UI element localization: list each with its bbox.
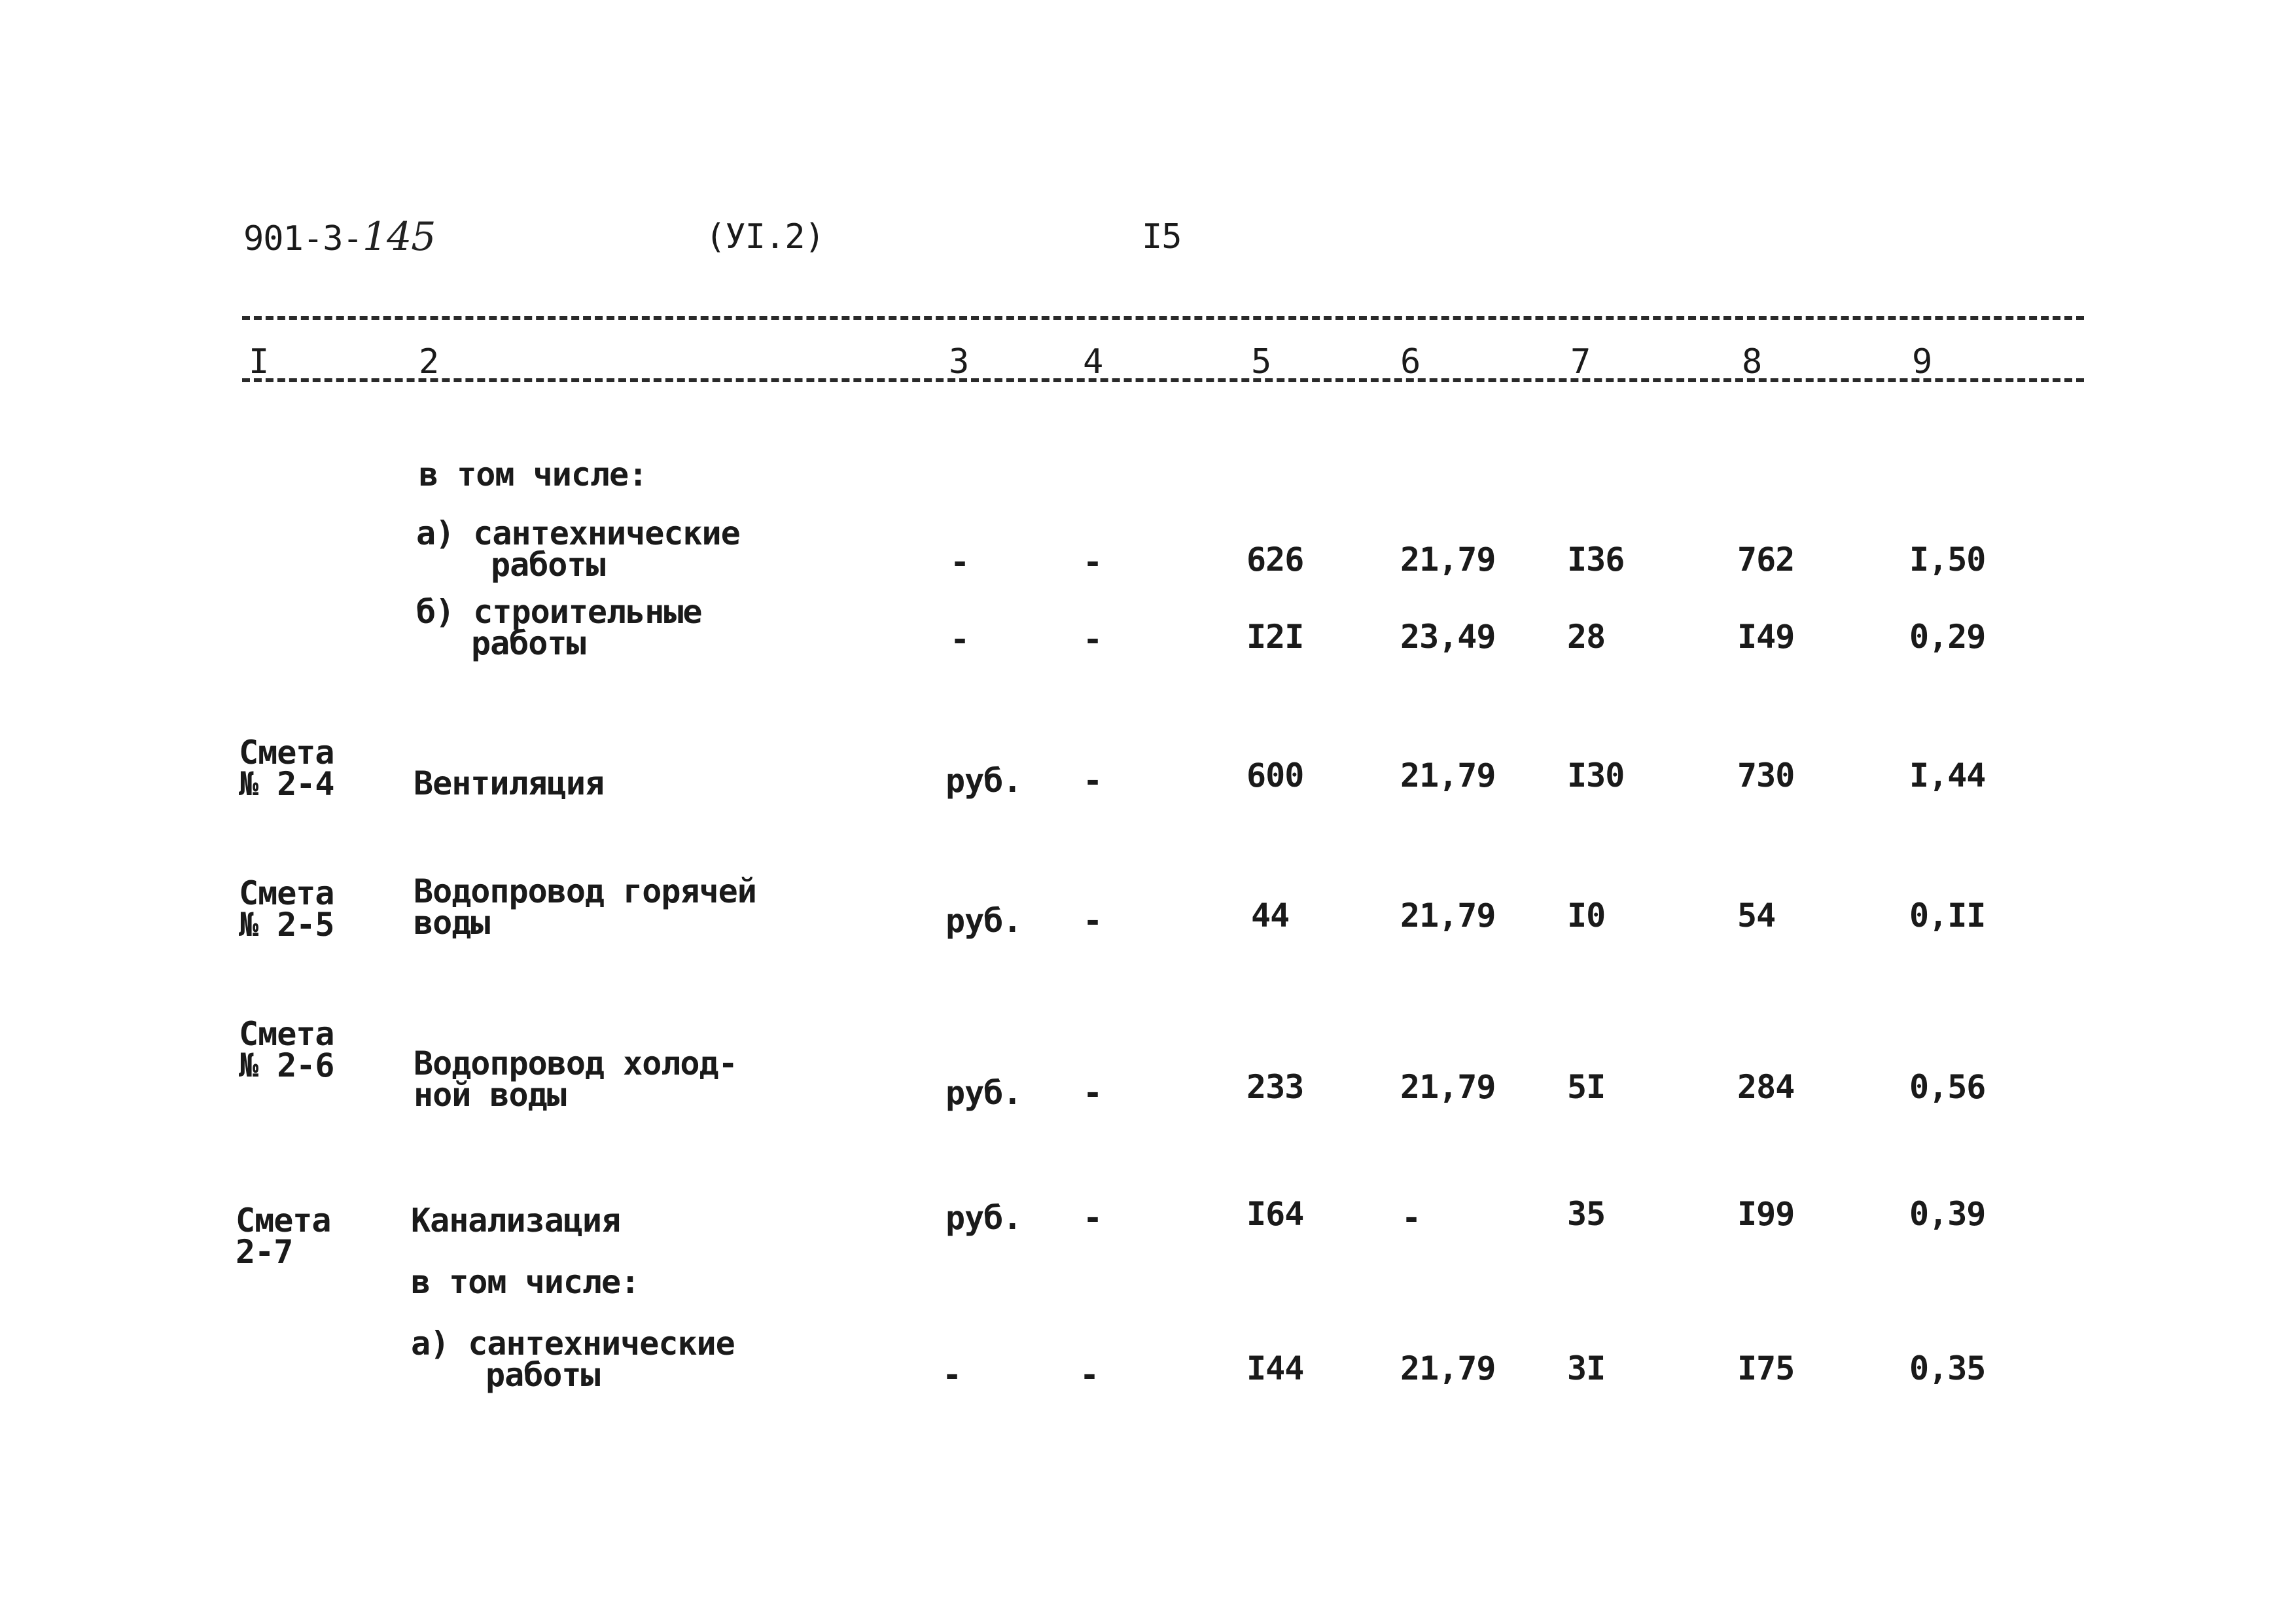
cell-col8: 284 — [1737, 1068, 1795, 1106]
cell-col6: 21,79 — [1400, 1349, 1496, 1387]
row-name: в том числе: — [419, 455, 648, 493]
cell-col5: 233 — [1246, 1068, 1304, 1106]
cell-col9: 0,II — [1909, 897, 1986, 935]
cell-col6: 23,49 — [1400, 618, 1496, 656]
cell-col8: I49 — [1737, 618, 1795, 656]
doc-code-handwritten: 145 — [362, 214, 436, 260]
cell-col8: 762 — [1737, 541, 1795, 579]
row-name-line-2: работы — [486, 1356, 600, 1394]
cell-col5: I2I — [1246, 618, 1304, 656]
section-label: (УI.2) — [705, 217, 824, 257]
page-number: I5 — [1142, 217, 1182, 257]
header-bottom-rule — [242, 378, 2084, 382]
cell-col4: - — [1083, 620, 1103, 658]
row-name-line-2: работы — [491, 546, 605, 584]
row-name-line-2: ной воды — [414, 1076, 566, 1114]
column-header-2: 2 — [419, 342, 439, 382]
cell-unit: руб. — [945, 1199, 1022, 1237]
column-header-7: 7 — [1570, 342, 1591, 382]
column-header-3: 3 — [949, 342, 969, 382]
cell-col9: 0,39 — [1909, 1195, 1986, 1233]
cell-col8: I75 — [1737, 1349, 1795, 1387]
row-name-line-2: воды — [414, 904, 490, 942]
cell-unit: - — [950, 543, 970, 581]
cell-col7: 3I — [1567, 1349, 1606, 1387]
cell-col7: I36 — [1567, 541, 1625, 579]
cell-col6: 21,79 — [1400, 541, 1496, 579]
cell-col4: - — [1083, 902, 1103, 940]
cell-col9: I,50 — [1909, 541, 1986, 579]
column-header-9: 9 — [1912, 342, 1932, 382]
row-name-line-1: Водопровод горячей — [414, 872, 756, 910]
cell-unit: руб. — [945, 762, 1022, 800]
row-name-line-1: Водопровод холод- — [414, 1044, 737, 1082]
cell-col9: 0,35 — [1909, 1349, 1986, 1387]
estimate-ref-line-2: № 2-4 — [239, 765, 334, 803]
cell-col8: 54 — [1737, 897, 1776, 935]
estimate-ref-line-1: Смета — [239, 874, 334, 912]
row-name-line-2: работы — [471, 624, 586, 662]
column-header-8: 8 — [1742, 342, 1762, 382]
row-name: в том числе: — [411, 1263, 640, 1301]
cell-unit: руб. — [945, 1074, 1022, 1112]
doc-code-prefix: 901-3- — [243, 219, 362, 259]
cell-col4: - — [1083, 543, 1103, 581]
cell-col5: 600 — [1246, 757, 1304, 794]
cell-col9: I,44 — [1909, 757, 1986, 794]
cell-col4: - — [1083, 762, 1103, 800]
column-header-5: 5 — [1251, 342, 1271, 382]
cell-unit: - — [942, 1356, 962, 1394]
estimate-ref-line-1: Смета — [239, 734, 334, 772]
row-name-line-1: б) строительные — [416, 593, 702, 631]
cell-col7: 5I — [1567, 1068, 1606, 1106]
cell-col4: - — [1083, 1199, 1103, 1237]
column-header-6: 6 — [1400, 342, 1421, 382]
cell-col6: 21,79 — [1400, 897, 1496, 935]
cell-col7: 35 — [1567, 1195, 1606, 1233]
cell-col4: - — [1080, 1356, 1099, 1394]
cell-col7: I0 — [1567, 897, 1606, 935]
cell-col6: - — [1402, 1199, 1421, 1237]
row-name-line-1: а) сантехнические — [411, 1325, 735, 1363]
cell-col5: I64 — [1246, 1195, 1304, 1233]
row-name-line-1: а) сантехнические — [416, 514, 740, 552]
column-header-4: 4 — [1083, 342, 1103, 382]
cell-col7: 28 — [1567, 618, 1606, 656]
estimate-ref-line-1: Смета — [236, 1202, 331, 1240]
column-header-1: I — [249, 342, 269, 382]
cell-col5: 44 — [1251, 897, 1290, 935]
cell-col4: - — [1083, 1074, 1103, 1112]
estimate-ref-line-1: Смета — [239, 1015, 334, 1053]
cell-col9: 0,56 — [1909, 1068, 1986, 1106]
header-top-rule — [242, 316, 2084, 320]
cell-col5: I44 — [1246, 1349, 1304, 1387]
doc-code — [243, 214, 436, 260]
estimate-ref-line-2: 2-7 — [236, 1233, 293, 1271]
row-name: Канализация — [411, 1202, 621, 1240]
cell-col8: I99 — [1737, 1195, 1795, 1233]
estimate-ref-line-2: № 2-5 — [239, 906, 334, 944]
estimate-ref-line-2: № 2-6 — [239, 1046, 334, 1084]
cell-col6: 21,79 — [1400, 757, 1496, 794]
cell-unit: руб. — [945, 902, 1022, 940]
cell-unit: - — [950, 620, 970, 658]
cell-col8: 730 — [1737, 757, 1795, 794]
cell-col6: 21,79 — [1400, 1068, 1496, 1106]
cell-col7: I30 — [1567, 757, 1625, 794]
cell-col5: 626 — [1246, 541, 1304, 579]
row-name: Вентиляция — [414, 764, 605, 802]
cell-col9: 0,29 — [1909, 618, 1986, 656]
